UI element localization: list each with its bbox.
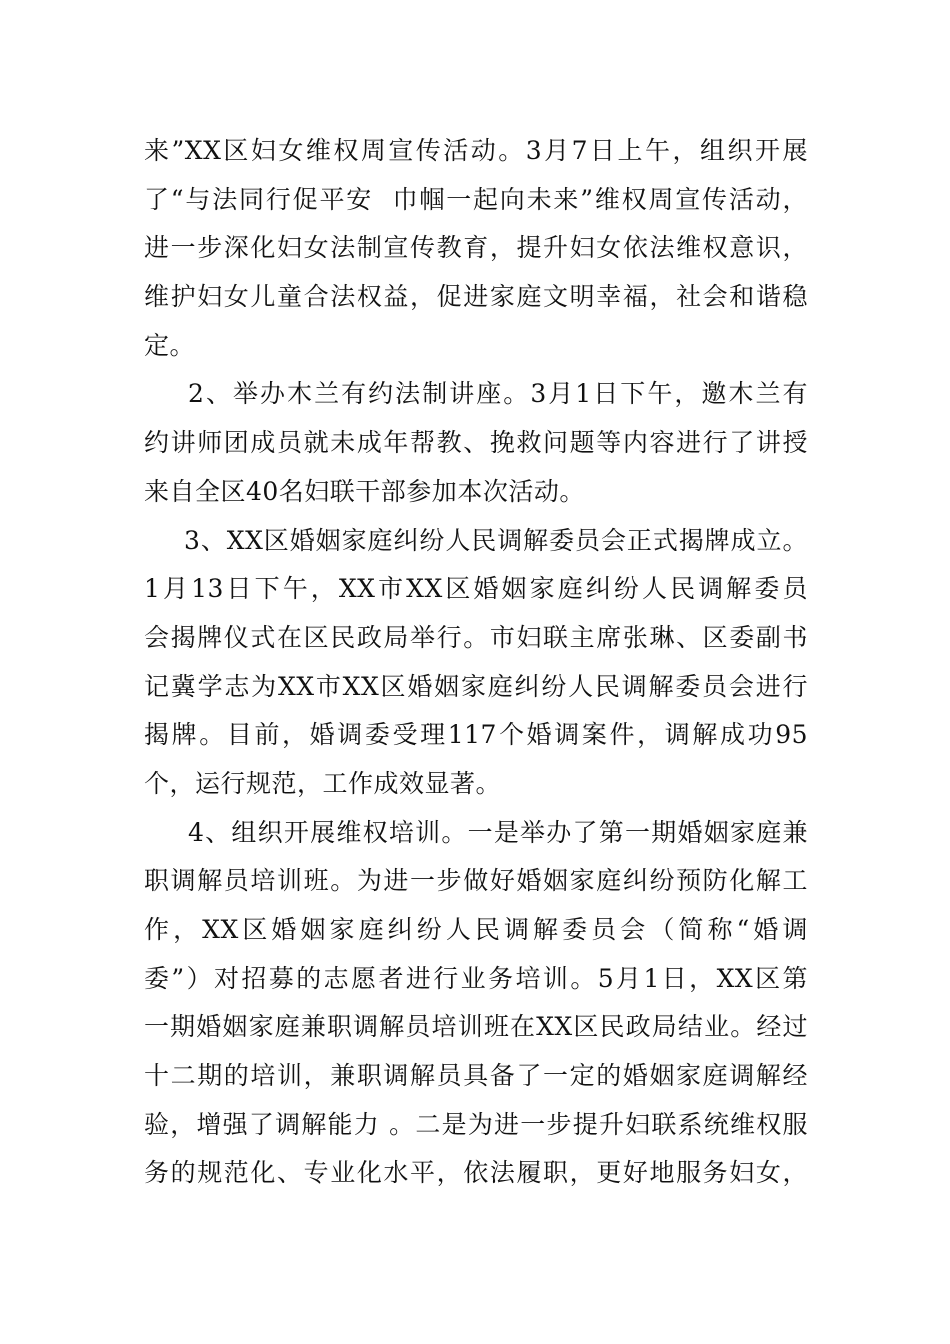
paragraph-mulan-lecture (144, 370, 808, 516)
text-line: 3、XX区婚姻家庭纠纷人民调解委员会正式揭牌成立。 (184, 525, 808, 555)
text-line: 作，XX区婚姻家庭纠纷人民调解委员会（简称“婚调 (144, 915, 808, 944)
text-line: 2、举办木兰有约法制讲座。3月1日下午，邀木兰有 (188, 379, 808, 409)
text-line: 十二期的培训，兼职调解员具备了一定的婚姻家庭调解经 (144, 1061, 808, 1091)
text-line: 务的规范化、专业化水平，依法履职，更好地服务妇女， (144, 1158, 808, 1188)
text-line: 来自全区40名妇联干部参加本次活动。 (144, 476, 585, 506)
paragraph-rights-training (144, 809, 808, 1199)
text-line: 1月13日下午，XX市XX区婚姻家庭纠纷人民调解委员 (144, 574, 808, 604)
text-line: 维护妇女儿童合法权益，促进家庭文明幸福，社会和谐稳 (144, 282, 808, 312)
text-line: 委”）对招募的志愿者进行业务培训。5月1日，XX区第 (144, 963, 808, 993)
text-line: 职调解员培训班。为进一步做好婚姻家庭纠纷预防化解工 (144, 866, 808, 896)
text-line: 揭牌。目前，婚调委受理117个婚调案件，调解成功95 (144, 720, 808, 750)
text-line: 验，增强了调解能力 。二是为进一步提升妇联系统维权服 (144, 1109, 808, 1139)
document-body (144, 127, 808, 1198)
text-line: 了“与法同行促平安 巾帼一起向未来”维权周宣传活动， (144, 184, 808, 214)
paragraph-women-rights-week (144, 127, 808, 370)
text-line: 4、组织开展维权培训。一是举办了第一期婚姻家庭兼 (188, 817, 808, 847)
text-line: 来”XX区妇女维权周宣传活动。3月7日上午，组织开展 (144, 136, 808, 165)
text-line: 一期婚姻家庭兼职调解员培训班在XX区民政局结业。经过 (144, 1012, 808, 1042)
text-line: 会揭牌仪式在区民政局举行。市妇联主席张琳、区委副书 (144, 622, 808, 652)
text-line: 约讲师团成员就未成年帮教、挽救问题等内容进行了讲授 (144, 428, 808, 458)
text-line: 进一步深化妇女法制宣传教育，提升妇女依法维权意识， (144, 233, 808, 263)
text-line: 个，运行规范，工作成效显著。 (144, 768, 502, 798)
paragraph-mediation-committee (144, 517, 808, 809)
text-line: 记冀学志为XX市XX区婚姻家庭纠纷人民调解委员会进行 (144, 671, 808, 701)
text-line: 定。 (144, 330, 196, 360)
